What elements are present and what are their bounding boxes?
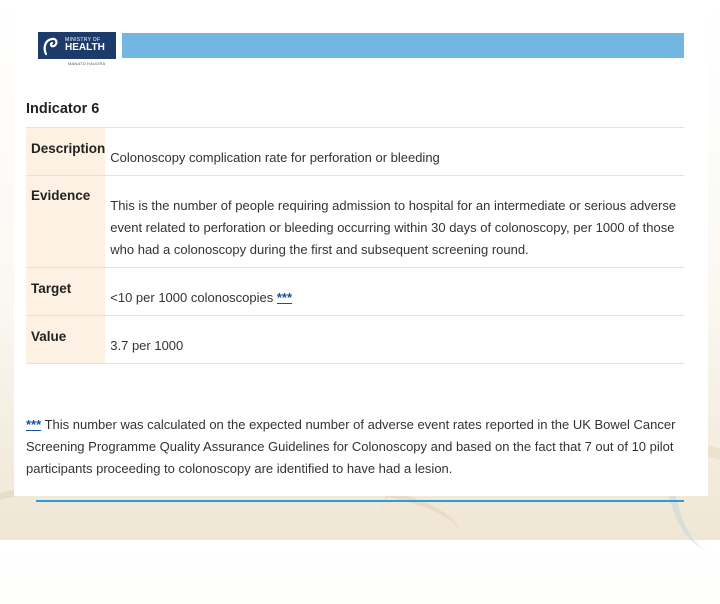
ministry-logo <box>38 32 116 59</box>
logo-line1: MINISTRY OF <box>65 37 101 43</box>
koru-logo-icon <box>41 35 61 57</box>
row-label: Description <box>26 128 105 176</box>
logo-line2: HEALTH <box>65 42 105 53</box>
row-value-cell <box>105 268 684 316</box>
footnote-marker[interactable]: *** <box>26 417 42 432</box>
row-value: Colonoscopy complication rate for perforation or bleeding <box>110 150 440 165</box>
table-row <box>26 128 684 176</box>
footnote-text: This number was calculated on the expected number of adverse event rates reported in the UK Bowel Cancer Screening Programme Quality Assurance Guidelines for Colonoscopy and based on the fact that 7 out of 10 pilot participants proceeding to colonoscopy are identified to have had a lesion. <box>26 417 676 476</box>
row-value: 3.7 per 1000 <box>110 338 184 353</box>
slide <box>14 12 708 496</box>
table-row <box>26 176 684 268</box>
footnote <box>26 414 686 480</box>
header-bar <box>122 33 684 58</box>
logo-subtitle: MANATŪ HAUORA <box>68 61 106 66</box>
footnote-link[interactable]: *** <box>276 290 293 305</box>
bottom-rule <box>36 500 684 502</box>
table-row <box>26 268 684 316</box>
row-value: This is the number of people requiring admission to hospital for an intermediate or serious adverse event related to perforation or bleeding occurring within 30 days of colonoscopy, per 1000 of those who had a colonoscopy during the first and subsequent screening round. <box>110 197 677 257</box>
table-row <box>26 316 684 364</box>
row-label: Evidence <box>26 176 105 268</box>
row-value: <10 per 1000 colonoscopies <box>110 290 274 305</box>
row-label: Target <box>26 268 105 316</box>
indicator-table <box>26 127 684 364</box>
logo-text <box>65 38 105 53</box>
indicator-title: Indicator 6 <box>26 101 100 117</box>
row-label: Value <box>26 316 105 364</box>
